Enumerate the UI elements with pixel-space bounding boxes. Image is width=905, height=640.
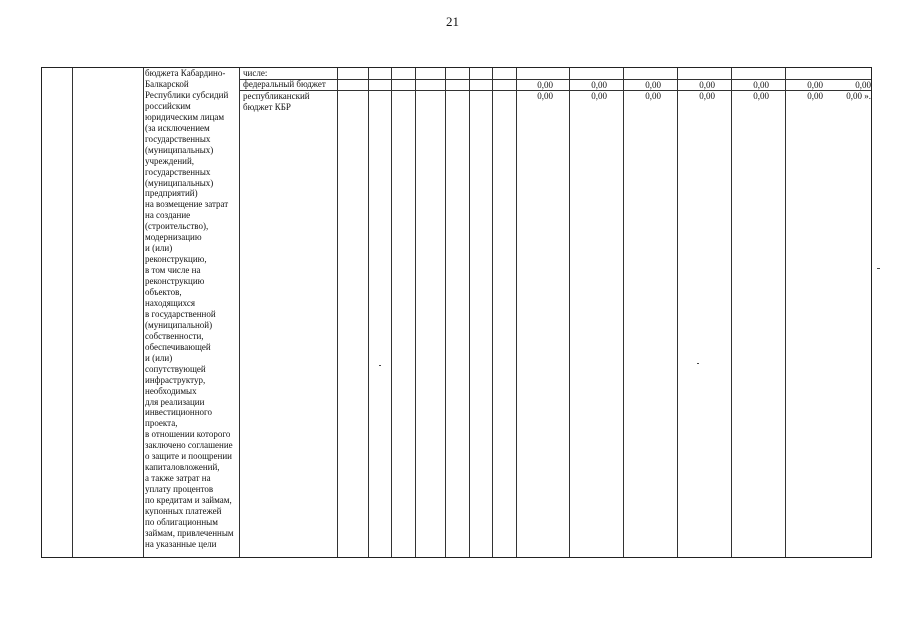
description-line: для реализации: [145, 396, 205, 407]
republic-value: 0,00: [699, 91, 715, 101]
description-line: займам, привлеченным: [145, 527, 234, 538]
description-line: на создание: [145, 210, 191, 221]
description-line: инфраструктур,: [145, 374, 206, 385]
budget-table: [41, 67, 872, 558]
federal-value: 0,00: [855, 80, 871, 90]
description-line: а также затрат на: [145, 473, 211, 484]
description-line: (за исключением: [145, 122, 210, 133]
description-line: (муниципальных): [145, 177, 214, 188]
scan-mark: [877, 268, 880, 269]
column-divider: [239, 68, 240, 557]
republic-value: 0,00: [537, 91, 553, 101]
description-line: уплату процентов: [145, 484, 214, 495]
column-divider: [569, 68, 570, 557]
description-line: собственности,: [145, 330, 204, 341]
description-line: реконструкцию,: [145, 254, 207, 265]
description-line: на возмещение затрат: [145, 199, 229, 210]
republic-value: 0,00: [645, 91, 661, 101]
description-line: юридическим лицам: [145, 111, 225, 122]
federal-value: 0,00: [591, 80, 607, 90]
description-line: Балкарской: [145, 78, 189, 89]
description-line: необходимых: [145, 385, 197, 396]
scan-mark: [697, 363, 699, 364]
column-divider: [337, 68, 338, 557]
description-line: бюджета Кабардино-: [145, 68, 226, 78]
description-line: капиталовложений,: [145, 462, 220, 473]
republic-value: 0,00 ».: [846, 91, 871, 101]
description-line: (строительство),: [145, 221, 209, 232]
column-divider: [469, 68, 470, 557]
including-label: числе:: [243, 68, 268, 78]
description-line: и (или): [145, 352, 173, 363]
federal-value: 0,00: [645, 80, 661, 90]
column-divider: [143, 68, 144, 557]
column-divider: [731, 68, 732, 557]
column-divider: [391, 68, 392, 557]
description-line: заключено соглашение: [145, 440, 233, 451]
description-line: о защите и поощрении: [145, 451, 232, 462]
description-line: в государственной: [145, 308, 216, 319]
description-line: по облигационным: [145, 516, 218, 527]
column-divider: [677, 68, 678, 557]
column-divider: [72, 68, 73, 557]
description-line: обеспечивающей: [145, 341, 211, 352]
description-line: по кредитам и займам,: [145, 495, 232, 506]
column-divider: [785, 68, 786, 557]
description-line: предприятий): [145, 188, 198, 199]
column-divider: [492, 68, 493, 557]
federal-value: 0,00: [807, 80, 823, 90]
scan-mark: [379, 365, 381, 366]
description-line: в том числе на: [145, 265, 201, 276]
description-line: государственных: [145, 166, 211, 177]
republic-value: 0,00: [753, 91, 769, 101]
description-line: на указанные цели: [145, 538, 217, 549]
federal-value: 0,00: [537, 80, 553, 90]
description-line: учреждений,: [145, 155, 195, 166]
column-divider: [415, 68, 416, 557]
description-line: модернизацию: [145, 232, 202, 243]
republic-value: 0,00: [591, 91, 607, 101]
description-line: объектов,: [145, 287, 182, 297]
description-line: реконструкцию: [145, 276, 205, 287]
column-divider: [368, 68, 369, 557]
column-divider: [623, 68, 624, 557]
column-divider: [516, 68, 517, 557]
description-line: в отношении которого: [145, 429, 231, 440]
description-line: находящихся: [145, 297, 196, 308]
description-line: проекта,: [145, 418, 178, 429]
description-line: российским: [145, 100, 191, 111]
federal-budget-label: федеральный бюджет: [243, 79, 326, 89]
federal-value: 0,00: [753, 80, 769, 90]
description-line: государственных: [145, 133, 211, 144]
description-line: (муниципальных): [145, 144, 214, 155]
column-divider: [445, 68, 446, 557]
republic-budget-label-line1: республиканский: [243, 91, 310, 101]
federal-value: 0,00: [699, 80, 715, 90]
description-line: сопутствующей: [145, 363, 206, 374]
page-number: 21: [446, 14, 459, 29]
description-line: (муниципальной): [145, 319, 213, 330]
republic-value: 0,00: [807, 91, 823, 101]
republic-budget-label-line2: бюджет КБР: [243, 102, 291, 112]
description-line: Республики субсидий: [145, 89, 229, 100]
description-line: инвестиционного: [145, 407, 213, 418]
description-line: купонных платежей: [145, 506, 222, 516]
description-line: и (или): [145, 243, 173, 254]
